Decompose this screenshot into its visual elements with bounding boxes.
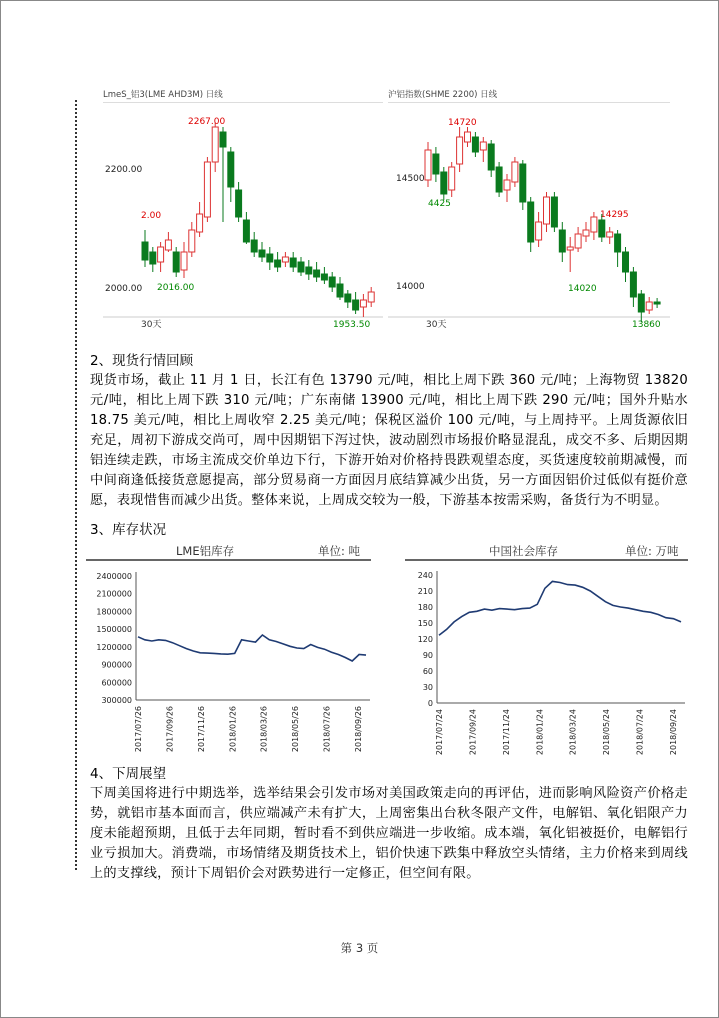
candle-body [282, 257, 288, 262]
candle-body [480, 142, 486, 150]
candle-body [314, 270, 320, 277]
y-tick-label: 300000 [101, 696, 132, 705]
chart-title: LME铝库存 [176, 544, 235, 558]
candle-body [536, 222, 542, 240]
y-tick-label: 120 [417, 635, 433, 644]
candle-body [212, 127, 218, 162]
candle-body [228, 152, 234, 187]
candle-body [251, 240, 257, 252]
high-label: 2267.00 [188, 117, 226, 127]
candle-body [150, 252, 156, 264]
y-tick-label: 60 [422, 667, 433, 676]
candle-body [158, 247, 164, 262]
section-body: 下周美国将进行中期选举，选举结果会引发市场对美国政策走向的再评估，进而影响风险资产价格走势，就铝市基本面而言，供应端减产未有扩大，上周密集出台秋冬限产文件，电解铝、氧化铝限产力度未能超预期，且低于去年同期，暂时看不到供应端进一步收缩。成本端，氧化铝被挺价，电解铝行业亏损加大。消费端，市场情绪及期货技术上，铝价快速下跌集中释放空头情绪，主力价格来到周线上的支撑线，预计下周铝价会对跌势进行一定修正，但空间有限。 [90, 786, 688, 881]
candle-body [544, 197, 550, 224]
peak-label: 14295 [600, 210, 629, 220]
candle-body [259, 250, 265, 257]
outlook-section [90, 764, 688, 884]
lme-candlestick-chart [103, 88, 383, 332]
chart-unit: 单位: 吨 [318, 544, 361, 558]
x-tick-label: 2018/01/24 [535, 709, 545, 756]
x-tick-label: 2018/01/26 [228, 706, 238, 753]
candle-body [189, 230, 195, 252]
candle-body [449, 167, 455, 190]
period-label: 30天 [141, 320, 162, 330]
candle-body [368, 292, 374, 302]
x-tick-label: 2018/03/26 [259, 706, 269, 753]
x-tick-label: 2017/11/26 [196, 706, 206, 753]
candle-body [488, 144, 494, 170]
series-line [138, 635, 366, 661]
chart-unit: 单位: 万吨 [625, 544, 679, 558]
candle-body [512, 162, 518, 182]
period-label: 30天 [426, 320, 447, 330]
candle-body [353, 300, 359, 310]
candle-body [654, 302, 660, 304]
x-tick-label: 2018/05/24 [602, 709, 612, 756]
y-tick-label: 1800000 [96, 607, 132, 617]
y-tick-label: 1500000 [96, 625, 132, 635]
shfe-candlestick-chart [388, 88, 670, 332]
inventory-section [90, 520, 688, 540]
chart-header: 沪铝指数(SHME 2200) 日线 [388, 88, 670, 103]
y-tick-label: 150 [417, 619, 433, 628]
price-label: 2.00 [141, 211, 162, 221]
x-tick-label: 2017/11/24 [501, 709, 511, 756]
y-tick-label: 240 [417, 571, 433, 580]
candle-body [496, 167, 502, 192]
candle-body [236, 190, 242, 217]
candle-body [360, 300, 366, 307]
low-label: 13860 [632, 320, 661, 330]
candle-body [306, 267, 312, 274]
candle-body [337, 284, 343, 297]
mid-label: 2016.00 [157, 283, 195, 293]
y-tick-label: 600000 [101, 678, 132, 688]
candle-body [638, 294, 644, 312]
series-line [439, 581, 681, 635]
chart-title: 中国社会库存 [489, 544, 558, 558]
x-tick-label: 2017/07/24 [435, 709, 444, 756]
x-tick-label: 2018/05/26 [291, 706, 301, 753]
candle-body [204, 162, 210, 217]
x-tick-label: 2018/03/24 [568, 709, 578, 756]
candle-body [567, 247, 573, 250]
page-number: 第 3 页 [340, 941, 379, 955]
low-label: 1953.50 [333, 320, 371, 330]
candle-body [321, 274, 327, 280]
line-plot [86, 540, 376, 762]
spot-market-section [90, 351, 688, 511]
y-tick-label: 14500 [396, 174, 425, 184]
lme-inventory-chart [86, 540, 376, 762]
candle-body [197, 214, 203, 232]
y-tick-label: 14000 [396, 282, 425, 292]
candle-body [290, 258, 296, 267]
candle-body [165, 240, 171, 250]
high-label: 14720 [448, 118, 477, 128]
section-heading: 2、现货行情回顾 [90, 353, 194, 369]
chart-header: LmeS_铝3(LME AHD3M) 日线 [103, 88, 383, 103]
candle-body [142, 242, 148, 260]
candle-body [551, 197, 557, 227]
margin-dotted-line [75, 100, 77, 870]
candle-body [646, 302, 652, 310]
y-tick-label: 90 [422, 651, 433, 660]
candle-body [345, 294, 351, 302]
x-tick-label: 2017/07/26 [134, 706, 143, 753]
y-tick-label: 180 [417, 603, 433, 612]
candle-body [528, 202, 534, 242]
candle-body [425, 150, 431, 180]
x-tick-label: 2018/09/26 [354, 706, 363, 753]
y-tick-label: 30 [422, 683, 433, 692]
candle-body [630, 272, 636, 297]
x-tick-label: 2017/09/26 [165, 706, 175, 753]
price-label: 4425 [428, 199, 451, 209]
candle-body [504, 180, 510, 190]
y-tick-label: 2200.00 [105, 165, 143, 175]
y-tick-label: 900000 [101, 660, 132, 670]
candle-body [220, 132, 226, 147]
candle-body [441, 172, 447, 194]
candle-body [575, 234, 581, 248]
x-tick-label: 2018/07/24 [635, 709, 645, 756]
candlestick-plot [103, 102, 383, 332]
candle-body [181, 252, 187, 270]
candle-body [599, 220, 605, 237]
candle-body [457, 137, 463, 164]
candlestick-plot [388, 102, 670, 332]
candle-body [559, 230, 565, 252]
line-plot [405, 540, 690, 762]
candle-body [173, 252, 179, 272]
y-tick-label: 1200000 [96, 642, 132, 652]
candle-body [243, 220, 249, 242]
candle-body [465, 132, 471, 142]
candle-body [520, 164, 526, 202]
section-body: 现货市场，截止 11 月 1 日，长江有色 13790 元/吨，相比上周下跌 360 元/吨；上海物贸 13820 元/吨，相比上周下跌 310 元/吨；广东南储 13900 元/吨，相比上周下跌 290 元/吨；国外升贴水 18.75 美元/吨，相比上周收窄 2.25 美元/吨；保税区溢价 100 元/吨，与上周持平。上周货源依旧充足，周初下游成交尚可，周中因期铝下泻过快，波动剧烈市场报价略显混乱，成交不多、后期因期铝连续走跌，市场主流成交价单边下行，下游开始对价格持畏跌观望态度，买货速度较前期减慢，而中间商逢低接货意愿提高，部分贸易商一方面因月底结算减少出货，另一方面因铝价过低似有挺价意愿，表现惜售而减少出货。整体来说，上周成交较为一般，下游基本按需采购，备货行为不明显。 [90, 373, 688, 508]
candle-body [591, 217, 597, 232]
candle-body [329, 277, 335, 287]
y-tick-label: 0 [427, 699, 433, 708]
section-heading: 3、库存状况 [90, 522, 167, 538]
x-tick-label: 2018/09/24 [669, 709, 678, 756]
china-inventory-chart [405, 540, 690, 762]
y-tick-label: 210 [417, 587, 433, 596]
x-tick-label: 2018/07/26 [322, 706, 332, 753]
y-tick-label: 2000.00 [105, 284, 143, 294]
candle-body [615, 234, 621, 252]
candle-body [607, 232, 613, 237]
y-tick-label: 2100000 [96, 589, 132, 599]
candle-body [433, 154, 439, 174]
candle-body [267, 254, 273, 262]
y-tick-label: 2400000 [96, 572, 132, 581]
candle-body [298, 262, 304, 272]
candle-body [275, 260, 281, 267]
section-heading: 4、下周展望 [90, 766, 167, 782]
mid-label: 14020 [568, 284, 597, 294]
x-tick-label: 2017/09/24 [468, 709, 478, 756]
candle-body [583, 230, 589, 236]
candle-body [623, 252, 629, 272]
candle-body [472, 137, 478, 152]
